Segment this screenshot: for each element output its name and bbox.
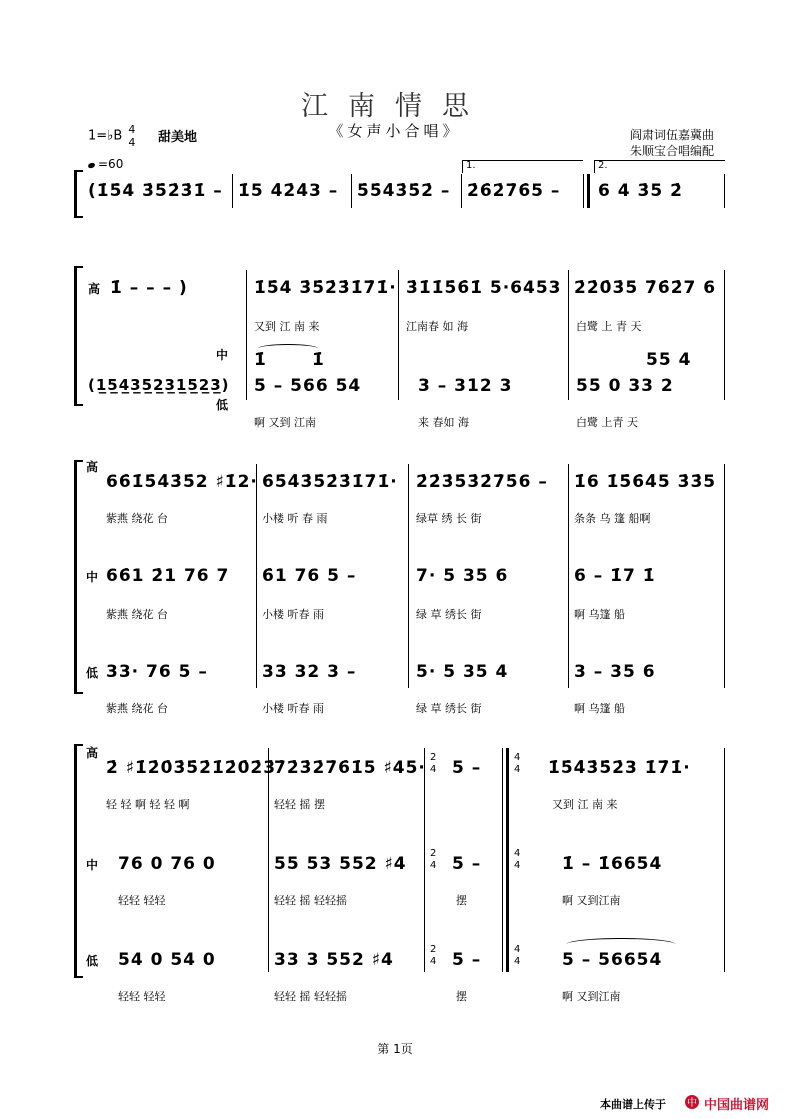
time-bottom: 4 <box>514 860 521 871</box>
measure: 1̇6 1̇5̇6̇4̇5 3̇3̇5 <box>574 472 717 492</box>
measure: 3 – 35 6 <box>574 662 656 682</box>
barline <box>568 464 569 688</box>
measure: 1̇5̇4̇3̇5̇2̇3 1̇7̇1̇· <box>548 758 691 778</box>
barline <box>424 748 425 972</box>
part-label-high: 高 <box>88 282 101 296</box>
lyric-line: 摆 <box>456 894 467 907</box>
logo-text: 中国曲谱网 <box>704 1098 770 1113</box>
time-top: 4 <box>514 848 521 859</box>
part-label-mid: 中 <box>86 858 99 872</box>
measure: 6̇5̇4̇3̇5̇2̇3̇1̇7̇1̇· <box>262 472 398 492</box>
barline <box>268 748 269 972</box>
lyric-line: 绿 草 绣长 街 <box>416 702 482 715</box>
tempo-value: =60 <box>98 157 124 171</box>
svg-text:中: 中 <box>687 1098 697 1109</box>
intro-bottom: (1̲5̲4̲3̲5̲2̲3̲1̲5̲2̲3̲) <box>88 376 230 394</box>
barline <box>232 174 233 208</box>
expression-mark: 甜美地 <box>158 130 198 145</box>
measure: 66̇1 2̇1 76 7 <box>106 566 230 586</box>
lyric-line: 轻轻 摇 轻轻摇 <box>274 894 347 907</box>
part-label-low: 低 <box>86 954 99 968</box>
slur-icon <box>566 938 676 951</box>
measure: 1̇ – 1̇6654 <box>562 854 663 874</box>
lyric-line: 江南春 如 海 <box>406 320 468 333</box>
barline <box>256 464 257 688</box>
measure: 7̇2̇3̇2̇7̇6̇1̇5 ♯45· <box>274 758 426 778</box>
volta-1-label: 1. <box>466 160 476 171</box>
measure: 2̇2̇0̇3̇5 7̇6̇2̇7 6 <box>574 278 717 298</box>
lyric-line: 小楼 听春 雨 <box>262 702 324 715</box>
part-label-low: 低 <box>86 666 99 680</box>
volta-2-bracket <box>594 160 725 173</box>
measure: 55 53 552 ♯4 <box>274 854 407 874</box>
time-change <box>514 752 520 776</box>
time-change <box>430 752 436 776</box>
part-label-mid: 中 <box>86 570 99 584</box>
measure: 5̇5̇4̇3̇5̇2̇ – <box>357 181 451 201</box>
repeat-barline <box>583 174 584 208</box>
measure: 1̇5 4̇2̇4̇3 – <box>238 181 339 201</box>
time-change <box>514 944 520 968</box>
lyric-line: 啊 又到江南 <box>562 990 621 1003</box>
barline <box>568 270 569 400</box>
measure: 5 – 566 54 <box>254 376 362 396</box>
time-bottom: 4 <box>128 136 136 149</box>
measure: 2̇2̇3̇5̇3̇2̇7̇5̇6 – <box>416 472 548 492</box>
lyric-line: 绿草 绣 长 街 <box>416 512 482 525</box>
system-bracket <box>74 170 83 218</box>
credit-composer: 阎肃词伍嘉冀曲 <box>630 128 715 142</box>
measure: 5 – <box>452 854 482 874</box>
time-top: 4 <box>128 123 136 136</box>
key-prefix: 1= <box>88 128 108 144</box>
lyric-line: 轻轻 摇 摆 <box>274 798 325 811</box>
time-bottom: 4 <box>430 764 437 775</box>
measure: 5 – <box>452 758 482 778</box>
measure: 1̇5̇4 3̇5̇2̇3̇1̇7̇1̇· <box>254 278 397 298</box>
volta-1-bracket <box>462 160 583 173</box>
time-top: 2 <box>430 752 437 763</box>
measure: 76 0 76 0 <box>118 854 216 874</box>
key-note: B <box>113 128 123 144</box>
barline <box>246 270 247 400</box>
mid-upper-note: 55 4 <box>646 350 692 370</box>
measure: 33 32 3 – <box>262 662 357 682</box>
lyric-line: 啊 又到 江南 <box>254 416 316 429</box>
lyric-line: 紫燕 绕花 台 <box>106 512 168 525</box>
measure: 3 – 312 3 <box>418 376 513 396</box>
upload-notice: 本曲谱上传于 <box>600 1098 666 1111</box>
time-change <box>514 848 520 872</box>
part-label-low: 低 <box>216 398 229 412</box>
lyric-line: 啊 又到江南 <box>562 894 621 907</box>
page-title: 江南情思 <box>301 91 489 122</box>
time-bottom: 4 <box>430 956 437 967</box>
part-label-mid: 中 <box>216 348 229 362</box>
measure: 5 – <box>452 950 482 970</box>
lyric-line: 轻轻 摇 轻轻摇 <box>274 990 347 1003</box>
measure: 54 0 54 0 <box>118 950 216 970</box>
measure: 5 – 56654 <box>562 950 663 970</box>
credit-arranger: 朱顺宝合唱编配 <box>630 144 715 158</box>
measure: 6̇1 76 5 – <box>262 566 357 586</box>
measure: 5· 5 35 4 <box>416 662 509 682</box>
barline <box>724 270 725 400</box>
lyric-line: 小楼 听 春 雨 <box>262 512 328 525</box>
site-logo[interactable] <box>684 1093 784 1111</box>
key-signature <box>88 123 135 149</box>
time-top: 4 <box>514 752 521 763</box>
flat-icon: ♭ <box>107 128 114 144</box>
system-bracket <box>74 744 83 978</box>
system-bracket <box>74 460 83 694</box>
barline <box>351 174 352 208</box>
lyric-line: 来 春如 海 <box>418 416 469 429</box>
mid-upper-note: 1̇ <box>254 350 267 370</box>
time-signature <box>128 123 135 149</box>
repeat-barline-thick <box>587 174 590 208</box>
lyric-line: 轻 轻 啊 轻 轻 啊 <box>106 798 190 811</box>
lyric-line: 又到 江 南 来 <box>552 798 618 811</box>
barline <box>398 270 399 400</box>
measure: 3̇1̇1̇5̇6̇1̇ 5·6453 <box>406 278 562 298</box>
subtitle: 《女声小合唱》 <box>328 122 462 140</box>
quarter-note-icon <box>87 162 95 169</box>
lyric-line: 轻轻 轻轻 <box>118 894 166 907</box>
lyric-line: 又到 江 南 来 <box>254 320 320 333</box>
barline <box>724 464 725 688</box>
lyric-line: 绿 草 绣长 街 <box>416 608 482 621</box>
repeat-barline <box>502 748 503 972</box>
measure: 6 – 1̇7 1̇ <box>574 566 656 586</box>
measure: 55 0 33 2 <box>576 376 674 396</box>
lyric-line: 摆 <box>456 990 467 1003</box>
mid-upper-note: 1̇ <box>312 350 325 370</box>
measure: 2̇ ♯1̇2̇0̇3̇5̇2̇1̇2̇0̇2̇3̇ <box>106 758 277 778</box>
time-top: 4 <box>514 944 521 955</box>
measure: 7· 5 35 6 <box>416 566 509 586</box>
barline <box>724 174 725 208</box>
measure: 33· 76 5 – <box>106 662 208 682</box>
measure: 2̇6̇2̇7̇6̇5 – <box>467 181 561 201</box>
lyric-line: 啊 乌篷 船 <box>574 608 625 621</box>
part-label-high: 高 <box>86 460 99 474</box>
lyric-line: 紫燕 绕花 台 <box>106 608 168 621</box>
lyric-line: 小楼 听春 雨 <box>262 608 324 621</box>
time-bottom: 4 <box>514 956 521 967</box>
time-top: 2 <box>430 848 437 859</box>
time-bottom: 4 <box>514 764 521 775</box>
measure: 33 3 552 ♯4 <box>274 950 394 970</box>
lyric-line: 啊 乌篷 船 <box>574 702 625 715</box>
volta-2-label: 2. <box>598 160 608 171</box>
lyric-line: 白鹭 上青 天 <box>576 416 638 429</box>
time-change <box>430 944 436 968</box>
intro-top: 1̇ – – – ) <box>110 278 188 298</box>
tempo-mark <box>88 157 123 171</box>
lyric-line: 紫燕 绕花 台 <box>106 702 168 715</box>
repeat-barline-thick <box>506 748 509 972</box>
measure: 6 4 3̇5 2̇ <box>598 181 683 201</box>
lyric-line: 轻轻 轻轻 <box>118 990 166 1003</box>
barline <box>724 748 725 972</box>
page-number: 第 1页 <box>377 1042 413 1056</box>
lyric-line: 白鹭 上 青 天 <box>576 320 642 333</box>
time-change <box>430 848 436 872</box>
measure: 66̇1̇5̇4̇3̇5̇2 ♯1̇2· <box>106 472 258 492</box>
lyric-line: 条条 乌 篷 船啊 <box>574 512 651 525</box>
time-top: 2 <box>430 944 437 955</box>
measure: (1̇5̇4 3̇5̇2̇3̇1̇ – <box>88 181 223 201</box>
time-bottom: 4 <box>430 860 437 871</box>
barline <box>408 464 409 688</box>
part-label-high: 高 <box>86 746 99 760</box>
barline <box>461 174 462 208</box>
system-bracket <box>74 266 83 406</box>
slur-icon <box>258 344 318 353</box>
